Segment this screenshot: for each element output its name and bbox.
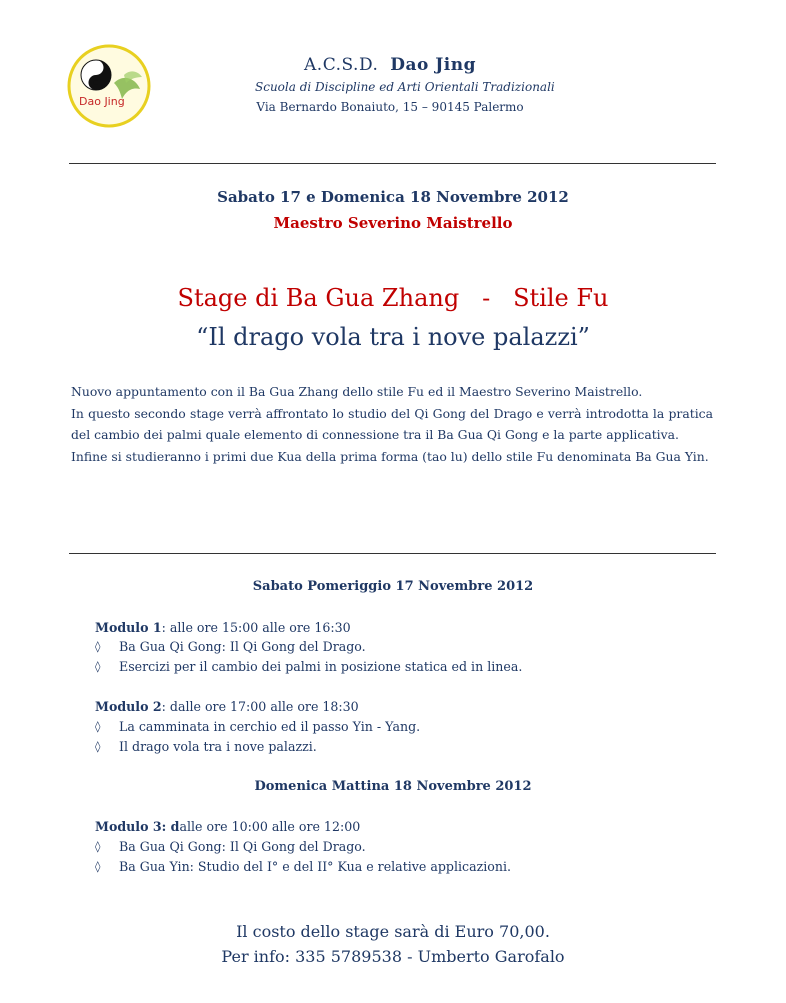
module-2-time: : dalle ore 17:00 alle ore 18:30 [161,699,359,714]
diamond-bullet-icon: ◊ [95,860,101,873]
module-1-time: : alle ore 15:00 alle ore 16:30 [161,620,351,635]
school-subtitle: Scuola di Discipline ed Arti Orientali Tradizionali [255,80,555,94]
list-item: ◊ Ba Gua Qi Gong: Il Qi Gong del Drago. [95,637,522,657]
divider-top [69,163,716,164]
module-2-list [95,717,420,757]
logo-text: Dao Jing [79,95,125,108]
module-3-time: alle ore 10:00 alle ore 12:00 [179,819,361,834]
intro-text [71,381,713,468]
org-prefix: A.C.S.D. [304,55,379,75]
saturday-heading: Sabato Pomeriggio 17 Novembre 2012 [252,579,534,594]
sunday-heading: Domenica Mattina 18 Novembre 2012 [254,779,532,794]
list-item: ◊ Ba Gua Qi Gong: Il Qi Gong del Drago. [95,837,511,857]
stage-motto: “Il drago vola tra i nove palazzi” [196,323,590,351]
module-1-list [95,637,522,677]
intro-paragraph: Nuovo appuntamento con il Ba Gua Zhang dello stile Fu ed il Maestro Severino Maistrello. [71,384,643,399]
address: Via Bernardo Bonaiuto, 15 – 90145 Palermo [256,100,524,114]
intro-paragraph: In questo secondo stage verrà affrontato lo studio del Qi Gong del Drago e verrà introdotta la pratica del cambio dei palmi quale elemento di connessione tra il Ba Gua Qi Gong e la parte applicativa. [71,405,713,443]
cost-text: Il costo dello stage sarà di Euro 70,00. [236,922,550,941]
yin-yang-logo-icon [66,43,152,129]
diamond-bullet-icon: ◊ [95,660,101,673]
event-dates: Sabato 17 e Domenica 18 Novembre 2012 [217,188,569,206]
module-3-list [95,837,511,877]
module-1-header [95,620,351,635]
list-item: ◊ Ba Gua Yin: Studio del I° e del II° Kua e relative applicazioni. [95,857,511,877]
diamond-bullet-icon: ◊ [95,720,101,733]
org-name: Dao Jing [390,55,476,75]
diamond-bullet-icon: ◊ [95,640,101,653]
list-item: ◊ Il drago vola tra i nove palazzi. [95,737,420,757]
event-master: Maestro Severino Maistrello [273,214,513,232]
module-3-label: Modulo 3: d [95,819,180,834]
diamond-bullet-icon: ◊ [95,740,101,753]
list-item: ◊ La camminata in cerchio ed il passo Yin - Yang. [95,717,420,737]
module-1-label: Modulo 1 [95,620,162,635]
stage-title: Stage di Ba Gua Zhang - Stile Fu [177,284,609,312]
diamond-bullet-icon: ◊ [95,840,101,853]
divider-middle [69,553,716,554]
module-3-header [95,819,360,834]
module-2-header [95,699,359,714]
module-2-label: Modulo 2 [95,699,162,714]
list-item: ◊ Esercizi per il cambio dei palmi in posizione statica ed in linea. [95,657,522,677]
intro-paragraph: Infine si studieranno i primi due Kua della prima forma (tao lu) dello stile Fu denominata Ba Gua Yin. [71,449,709,465]
contact-info: Per info: 335 5789538 - Umberto Garofalo [221,947,565,966]
org-title [255,55,525,75]
dao-jing-logo [66,43,152,129]
